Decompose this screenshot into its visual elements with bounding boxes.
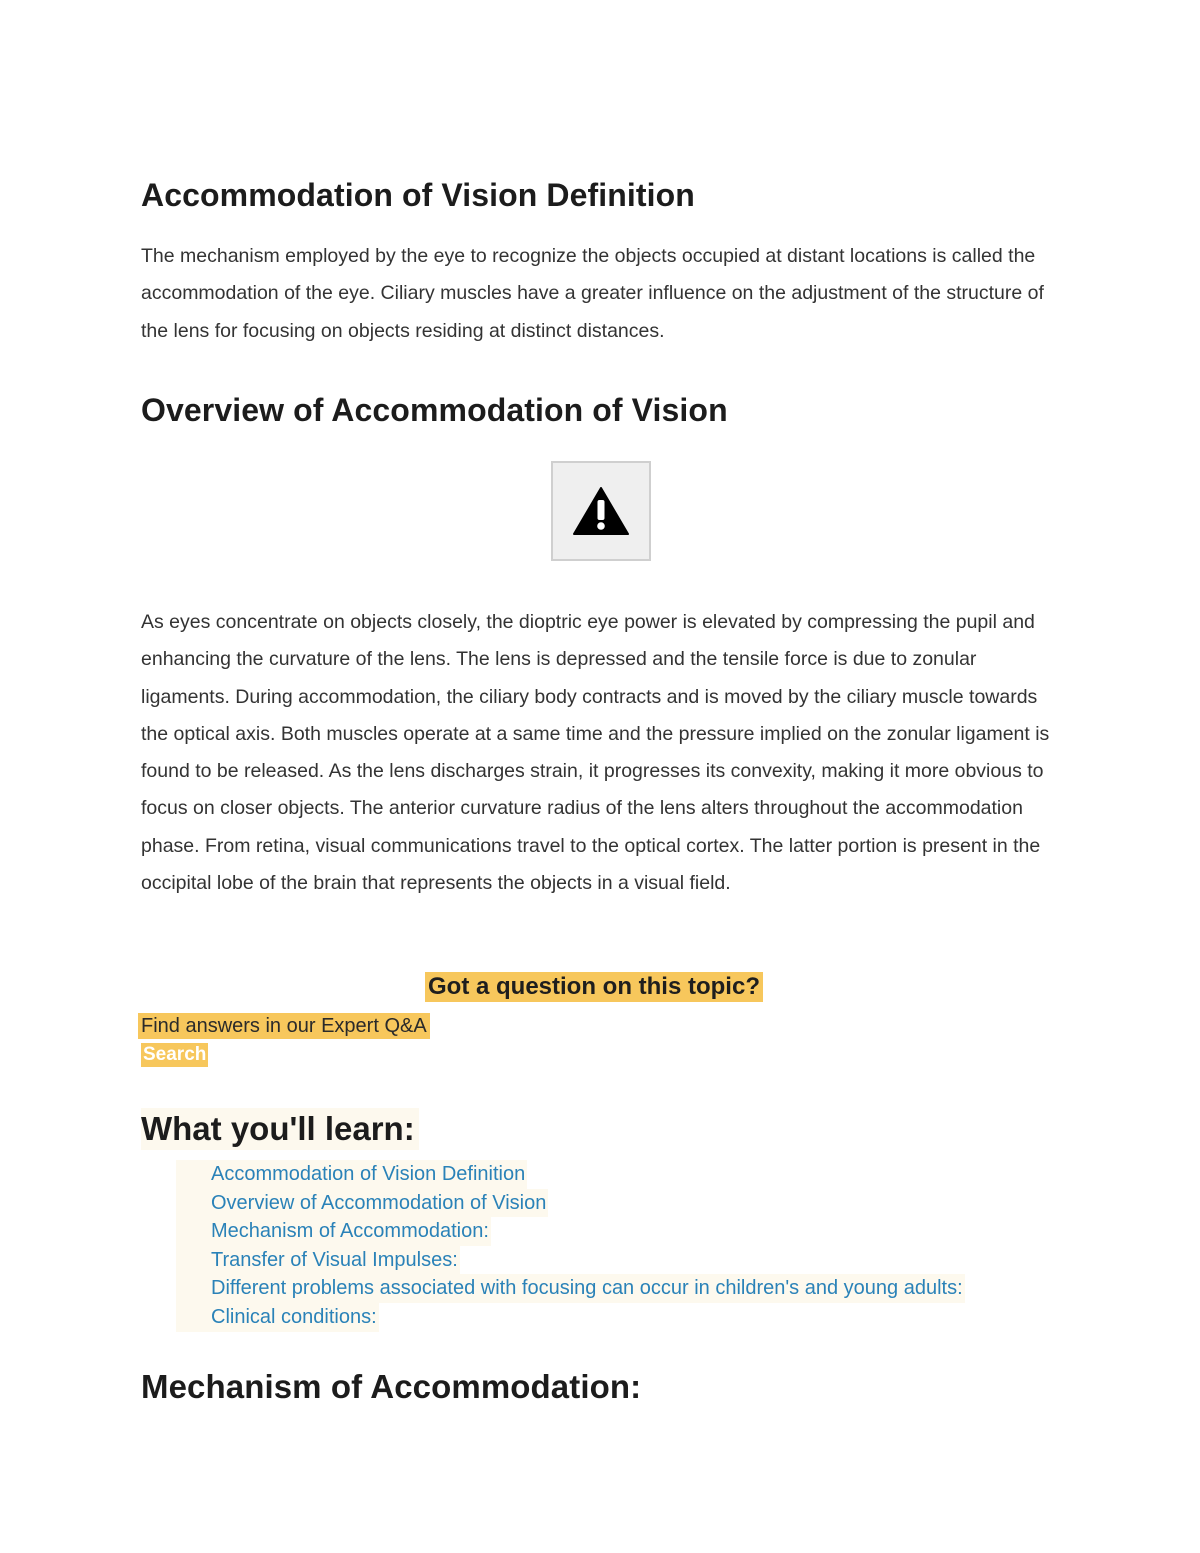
overview-heading: Overview of Accommodation of Vision: [141, 392, 728, 428]
toc-link-focusing-problems[interactable]: Different problems associated with focusing can occur in children's and young adults:: [211, 1277, 963, 1300]
toc-link-overview[interactable]: Overview of Accommodation of Vision: [211, 1191, 547, 1214]
toc-link-visual-impulses[interactable]: Transfer of Visual Impulses:: [211, 1248, 458, 1271]
qa-subtitle: Find answers in our Expert Q&A: [138, 1013, 430, 1039]
toc-item: [176, 1160, 527, 1189]
toc-link-mechanism[interactable]: Mechanism of Accommodation:: [211, 1220, 489, 1243]
toc-item: [176, 1246, 460, 1275]
toc-item: [176, 1189, 548, 1218]
learn-heading: What you'll learn:: [141, 1108, 419, 1150]
mechanism-heading: Mechanism of Accommodation:: [141, 1368, 642, 1405]
warning-icon: [572, 486, 630, 536]
overview-paragraph: As eyes concentrate on objects closely, the dioptric eye power is elevated by compressing the pupil and enhancing the curvature of the lens. The lens is depressed and the tensile force is due to zonular ligaments. During accommodation, the ciliary body contracts and is moved by the ciliary muscle towards the optical axis. Both muscles operate at a same time and the pressure implied on the zonular ligament is found to be released. As the lens discharges strain, it progresses its convexity, making it more obvious to focus on closer objects. The anterior curvature radius of the lens alters throughout the accommodation phase. From retina, visual communications travel to the optical cortex. The latter portion is present in the occipital lobe of the brain that represents the objects in a visual field.: [141, 611, 1050, 895]
toc-link-clinical-conditions[interactable]: Clinical conditions:: [211, 1305, 377, 1328]
qa-title: Got a question on this topic?: [425, 972, 763, 1002]
table-of-contents: [176, 1160, 965, 1332]
broken-image-placeholder: [551, 461, 651, 561]
search-button[interactable]: Search: [143, 1044, 207, 1065]
toc-link-definition[interactable]: Accommodation of Vision Definition: [211, 1163, 526, 1185]
toc-item: [176, 1274, 965, 1303]
toc-item: [176, 1217, 491, 1246]
definition-paragraph: The mechanism employed by the eye to recognize the objects occupied at distant locations is called the accommodation of the eye. Ciliary muscles have a greater influence on the adjustment of the structure of the lens for focusing on objects residing at distinct distances.: [141, 245, 1044, 342]
toc-item: [176, 1303, 379, 1332]
definition-heading: Accommodation of Vision Definition: [141, 177, 695, 213]
